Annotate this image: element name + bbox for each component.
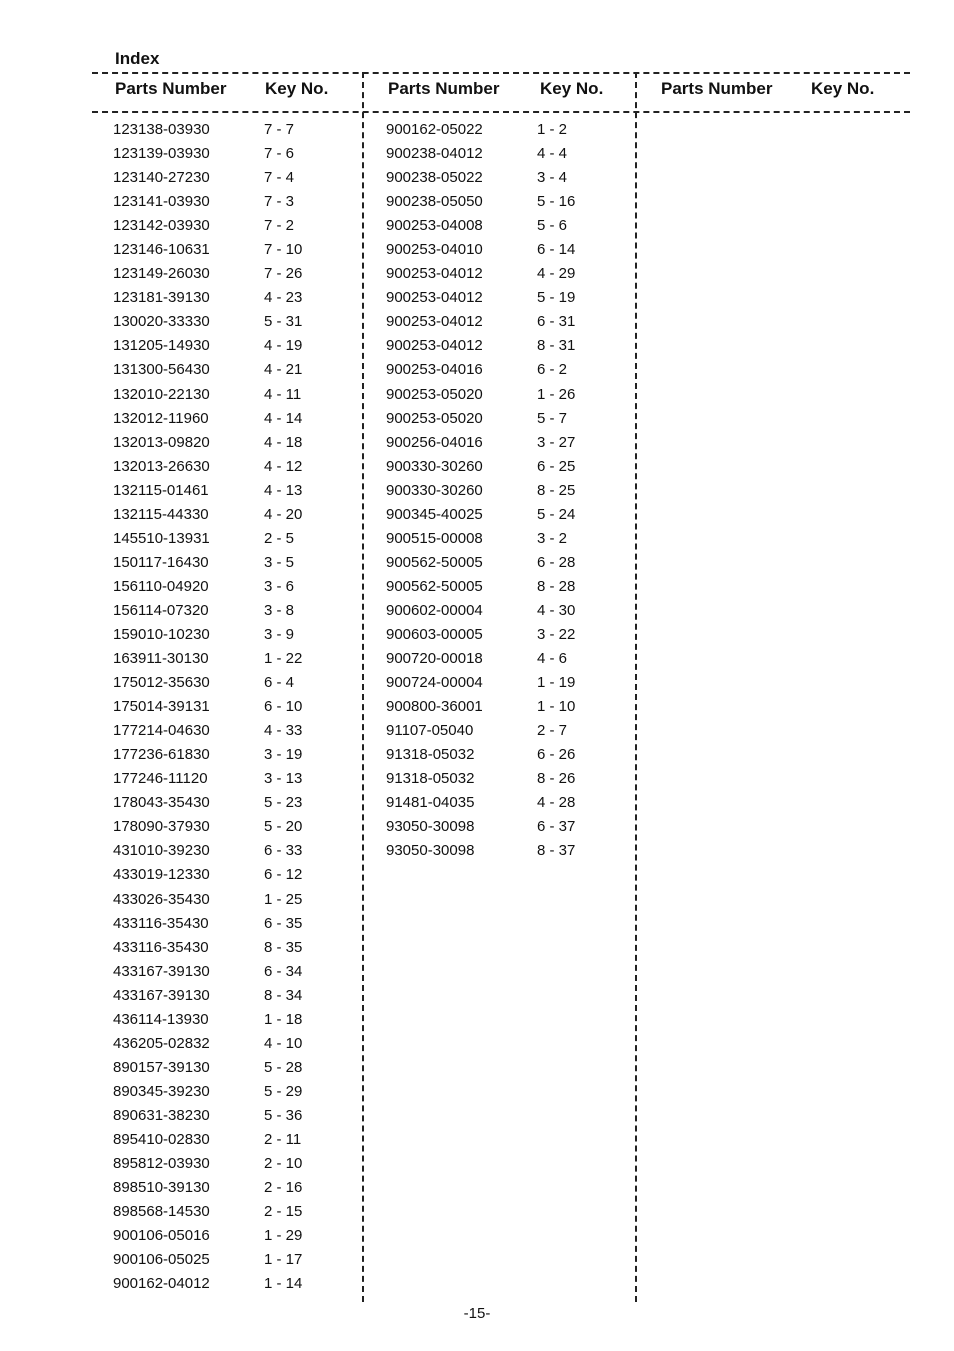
parts-number: 900106-05025 [113,1251,210,1269]
key-number: 6 - 35 [264,914,303,932]
parts-number: 433116-35430 [113,938,209,956]
parts-number: 900253-04012 [386,289,483,307]
parts-number: 132013-09820 [113,433,210,451]
parts-number: 900238-05022 [386,169,483,187]
parts-number: 91318-05032 [386,770,475,788]
parts-number: 91318-05032 [386,746,475,764]
key-number: 1 - 19 [537,674,576,692]
key-number: 4 - 20 [264,505,303,523]
key-number: 5 - 23 [264,794,303,812]
key-number: 8 - 34 [264,986,303,1004]
parts-number: 900256-04016 [386,433,483,451]
key-number: 8 - 31 [537,337,576,355]
parts-number: 132115-01461 [113,481,209,499]
parts-number: 890157-39130 [113,1058,210,1076]
parts-number: 900562-50005 [386,553,483,571]
parts-number: 898568-14530 [113,1203,210,1221]
parts-number: 177246-11120 [113,770,208,788]
page-title: Index [115,49,160,68]
parts-number: 895410-02830 [113,1130,210,1148]
key-number: 4 - 19 [264,337,303,355]
key-number: 5 - 16 [537,193,576,211]
parts-number: 898510-39130 [113,1179,210,1197]
key-number: 1 - 29 [264,1227,303,1245]
parts-number: 132010-22130 [113,385,210,403]
key-number: 4 - 21 [264,361,303,379]
key-number: 3 - 13 [264,770,303,788]
parts-number: 177236-61830 [113,746,210,764]
key-number: 6 - 4 [264,674,295,692]
parts-number: 123146-10631 [113,241,210,259]
parts-number: 900162-05022 [386,121,483,138]
parts-number: 123139-03930 [113,145,210,163]
parts-number: 433167-39130 [113,986,210,1004]
key-number: 3 - 6 [264,577,295,595]
key-number: 5 - 20 [264,818,303,836]
key-number: 6 - 25 [537,457,576,475]
column-divider-1 [362,72,364,1302]
parts-number: 132013-26630 [113,457,210,475]
parts-number: 433026-35430 [113,890,210,908]
key-number: 2 - 15 [264,1203,303,1221]
key-number: 7 - 10 [264,241,303,259]
parts-number: 900253-04012 [386,337,483,355]
parts-number: 900106-05016 [113,1227,210,1245]
parts-number: 895812-03930 [113,1155,210,1173]
key-number: 3 - 4 [537,169,568,187]
key-number: 5 - 6 [537,217,568,235]
key-number: 5 - 29 [264,1082,303,1100]
key-number: 8 - 37 [537,842,576,860]
key-number: 5 - 36 [264,1106,303,1124]
parts-number: 123181-39130 [113,289,210,307]
key-number: 5 - 31 [264,313,303,331]
key-number: 3 - 19 [264,746,303,764]
key-number: 6 - 28 [537,553,576,571]
parts-number: 123149-26030 [113,265,210,283]
parts-number: 150117-16430 [113,553,209,571]
parts-number: 131205-14930 [113,337,210,355]
key-number: 7 - 2 [264,217,295,235]
parts-number: 900253-04012 [386,313,483,331]
parts-number: 91107-05040 [386,722,474,740]
parts-number: 178043-35430 [113,794,210,812]
parts-number: 900603-00005 [386,625,483,643]
key-number: 4 - 30 [537,601,576,619]
parts-number: 900253-05020 [386,409,483,427]
top-divider [92,72,910,74]
key-number: 1 - 26 [537,385,576,403]
parts-number: 890345-39230 [113,1082,210,1100]
key-number: 6 - 37 [537,818,576,836]
key-number: 7 - 4 [264,169,295,187]
parts-number: 900330-30260 [386,481,483,499]
parts-number: 900238-05050 [386,193,483,211]
key-number: 6 - 10 [264,698,303,716]
parts-number: 175014-39131 [113,698,210,716]
header-parts-number-col1: Parts Number [115,79,227,98]
key-number: 8 - 35 [264,938,303,956]
header-divider [92,111,910,113]
key-number: 2 - 5 [264,529,295,547]
key-number: 1 - 10 [537,698,576,716]
parts-number: 130020-33330 [113,313,210,331]
key-number: 2 - 11 [264,1130,302,1148]
parts-number: 900253-04010 [386,241,483,259]
key-number: 4 - 10 [264,1034,303,1052]
parts-number: 900253-05020 [386,385,483,403]
key-number: 5 - 7 [537,409,568,427]
parts-number: 177214-04630 [113,722,210,740]
key-number: 6 - 33 [264,842,303,860]
key-number: 2 - 10 [264,1155,303,1173]
key-number: 2 - 16 [264,1179,303,1197]
parts-number: 93050-30098 [386,842,475,860]
parts-number: 900602-00004 [386,601,483,619]
parts-number: 123138-03930 [113,121,210,138]
key-number: 1 - 2 [537,121,568,138]
key-number: 3 - 9 [264,625,295,643]
key-number: 7 - 26 [264,265,303,283]
parts-number: 132012-11960 [113,409,209,427]
key-number: 4 - 14 [264,409,303,427]
parts-number: 900330-30260 [386,457,483,475]
parts-number: 433167-39130 [113,962,210,980]
header-key-no-col1: Key No. [265,79,329,98]
key-number: 6 - 14 [537,241,576,259]
parts-number: 900562-50005 [386,577,483,595]
parts-number: 433019-12330 [113,866,210,884]
key-number: 5 - 28 [264,1058,303,1076]
parts-number: 900238-04012 [386,145,483,163]
key-number: 4 - 29 [537,265,576,283]
key-number: 4 - 23 [264,289,303,307]
parts-number: 900800-36001 [386,698,483,716]
key-number: 1 - 25 [264,890,303,908]
key-number: 1 - 14 [264,1275,303,1293]
parts-number: 123141-03930 [113,193,210,211]
key-number: 5 - 19 [537,289,576,307]
parts-number: 163911-30130 [113,650,209,668]
key-number: 3 - 2 [537,529,568,547]
key-number: 4 - 4 [537,145,568,163]
key-number: 4 - 6 [537,650,568,668]
parts-number: 178090-37930 [113,818,210,836]
key-number: 2 - 7 [537,722,568,740]
key-number: 4 - 11 [264,385,302,403]
header-key-no-col3: Key No. [811,79,875,98]
key-number: 1 - 18 [264,1010,303,1028]
key-number: 7 - 6 [264,145,295,163]
key-number: 3 - 8 [264,601,295,619]
key-number: 4 - 28 [537,794,576,812]
key-number: 8 - 28 [537,577,576,595]
key-number: 4 - 18 [264,433,303,451]
parts-number: 91481-04035 [386,794,475,812]
key-number: 3 - 5 [264,553,295,571]
header-parts-number-col3: Parts Number [661,79,773,98]
key-number: 4 - 12 [264,457,303,475]
key-number: 1 - 22 [264,650,303,668]
parts-number: 123142-03930 [113,217,210,235]
key-number: 3 - 22 [537,625,576,643]
parts-number: 433116-35430 [113,914,209,932]
parts-number: 132115-44330 [113,505,209,523]
column-divider-2 [635,72,637,1302]
key-number: 8 - 26 [537,770,576,788]
header-parts-number-col2: Parts Number [388,79,500,98]
key-number: 8 - 25 [537,481,576,499]
parts-number: 123140-27230 [113,169,210,187]
parts-number: 436114-13930 [113,1010,209,1028]
key-number: 4 - 33 [264,722,303,740]
key-number: 7 - 3 [264,193,295,211]
key-number: 1 - 17 [264,1251,303,1269]
parts-number: 93050-30098 [386,818,475,836]
key-number: 6 - 26 [537,746,576,764]
key-number: 6 - 34 [264,962,303,980]
parts-number: 436205-02832 [113,1034,210,1052]
parts-number: 900162-04012 [113,1275,210,1293]
parts-number: 900253-04008 [386,217,483,235]
key-number: 5 - 24 [537,505,576,523]
parts-number: 900345-40025 [386,505,483,523]
parts-number: 159010-10230 [113,625,210,643]
parts-number: 900253-04012 [386,265,483,283]
parts-number: 145510-13931 [113,529,210,547]
parts-number: 131300-56430 [113,361,210,379]
page-number: -15- [463,1305,491,1322]
parts-number: 900724-00004 [386,674,483,692]
parts-number: 431010-39230 [113,842,210,860]
header-key-no-col2: Key No. [540,79,604,98]
key-number: 4 - 13 [264,481,303,499]
parts-number: 900253-04016 [386,361,483,379]
parts-number: 900515-00008 [386,529,483,547]
parts-number: 890631-38230 [113,1106,210,1124]
key-number: 7 - 7 [264,121,295,138]
parts-number: 156114-07320 [113,601,209,619]
key-number: 6 - 12 [264,866,303,884]
key-number: 6 - 2 [537,361,568,379]
parts-number: 175012-35630 [113,674,210,692]
key-number: 3 - 27 [537,433,576,451]
parts-number: 156110-04920 [113,577,209,595]
key-number: 6 - 31 [537,313,576,331]
parts-number: 900720-00018 [386,650,483,668]
